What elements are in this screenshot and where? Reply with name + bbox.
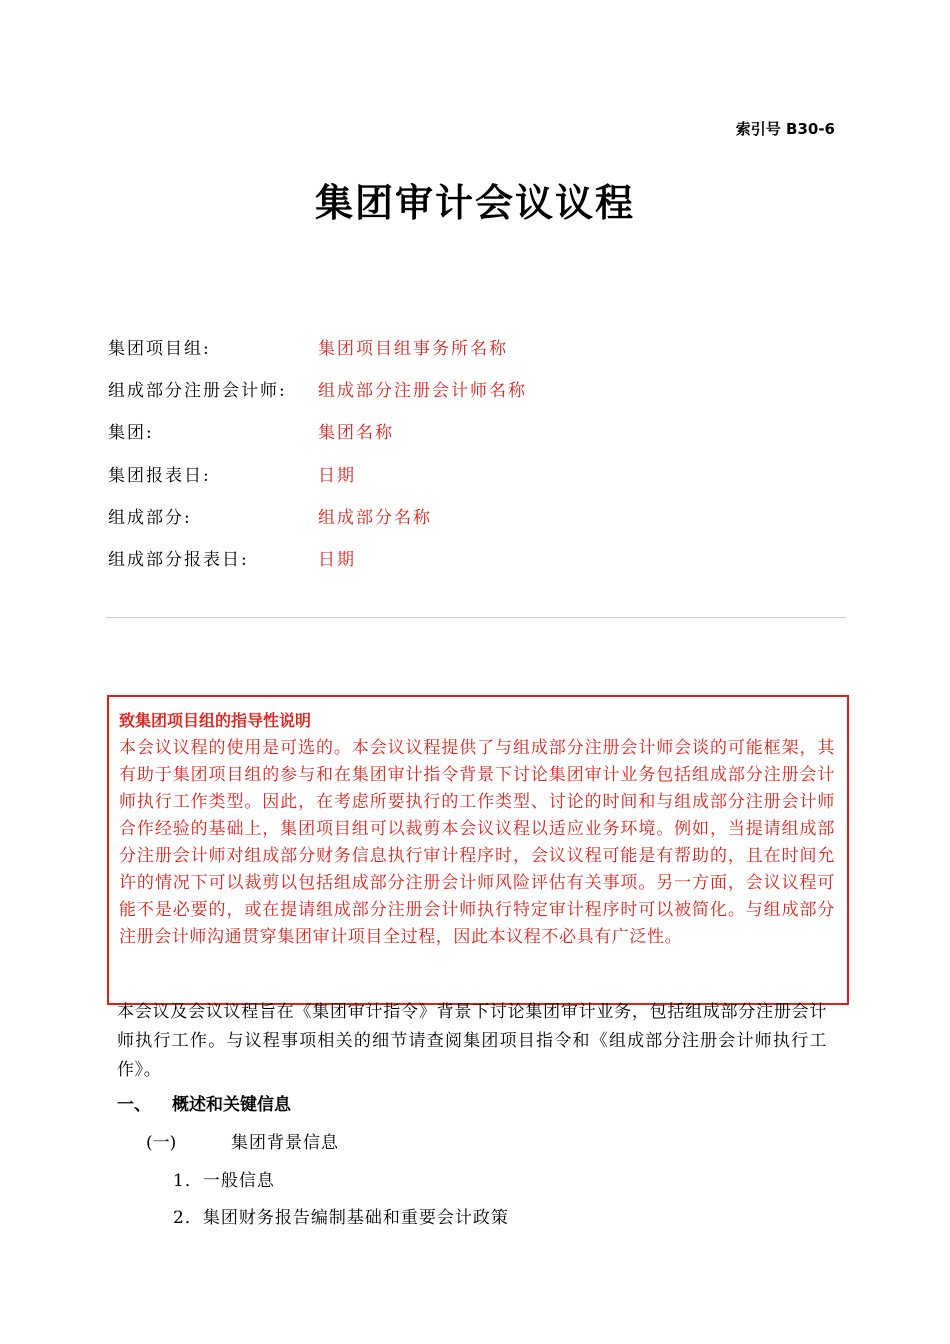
guidance-body: 本会议议程的使用是可选的。本会议议程提供了与组成部分注册会计师会谈的可能框架，其有助于集团项目组的参与和在集团审计指令背景下讨论集团审计业务包括组成部分注册会计师执行工作类型。因此，在考虑所要执行的工作类型、讨论的时间和与组成部分注册会计师合作经验的基础上，集团项目组可以裁剪本会议议程以适应业务环境。例如，当提请组成部分注册会计师对组成部分财务信息执行审计程序时，会议议程可能是有帮助的，且在时间允许的情况下可以裁剪以包括组成部分注册会计师风险评估有关事项。另一方面，会议议程可能不是必要的，或在提请组成部分注册会计师执行特定审计程序时可以被简化。与组成部分注册会计师沟通贯穿集团审计项目全过程，因此本议程不必具有广泛性。 (119, 738, 835, 947)
guidance-box (107, 695, 849, 1005)
info-value: 集团名称 (318, 423, 394, 443)
info-value: 日期 (318, 550, 356, 570)
info-label: 组成部分: (108, 508, 192, 528)
info-value: 组成部分名称 (318, 508, 432, 528)
info-row-component (108, 503, 848, 533)
subsection-number: (一) (146, 1133, 177, 1153)
page-title: 集团审计会议议程 (314, 181, 635, 225)
section-title: 概述和关键信息 (172, 1095, 291, 1115)
intro-paragraph: 本会议及会议议程旨在《集团审计指令》背景下讨论集团审计业务，包括组成部分注册会计师执行工作。与议程事项相关的细节请查阅集团项目指令和《组成部分注册会计师执行工作》。 (117, 1002, 827, 1080)
outline-item: 2．集团财务报告编制基础和重要会计政策 (173, 1208, 509, 1228)
info-label: 组成部分注册会计师: (108, 381, 287, 401)
info-row-component-auditor (108, 376, 848, 406)
info-row-group-report-date (108, 461, 848, 491)
info-value: 日期 (318, 466, 356, 486)
info-row-group (108, 418, 848, 448)
section-divider (106, 617, 846, 618)
info-label: 集团: (108, 423, 154, 443)
info-label: 组成部分报表日: (108, 550, 249, 570)
info-value: 组成部分注册会计师名称 (318, 381, 527, 401)
info-row-group-team (108, 334, 848, 364)
info-value: 集团项目组事务所名称 (318, 339, 508, 359)
info-label: 集团报表日: (108, 466, 211, 486)
index-number: 索引号 B30-6 (735, 120, 835, 138)
guidance-title: 致集团项目组的指导性说明 (119, 711, 312, 730)
info-row-component-report-date (108, 545, 848, 575)
subsection-title: 集团背景信息 (231, 1133, 339, 1153)
info-label: 集团项目组: (108, 339, 211, 359)
outline-item: 1．一般信息 (173, 1171, 275, 1191)
section-number: 一、 (117, 1095, 151, 1115)
